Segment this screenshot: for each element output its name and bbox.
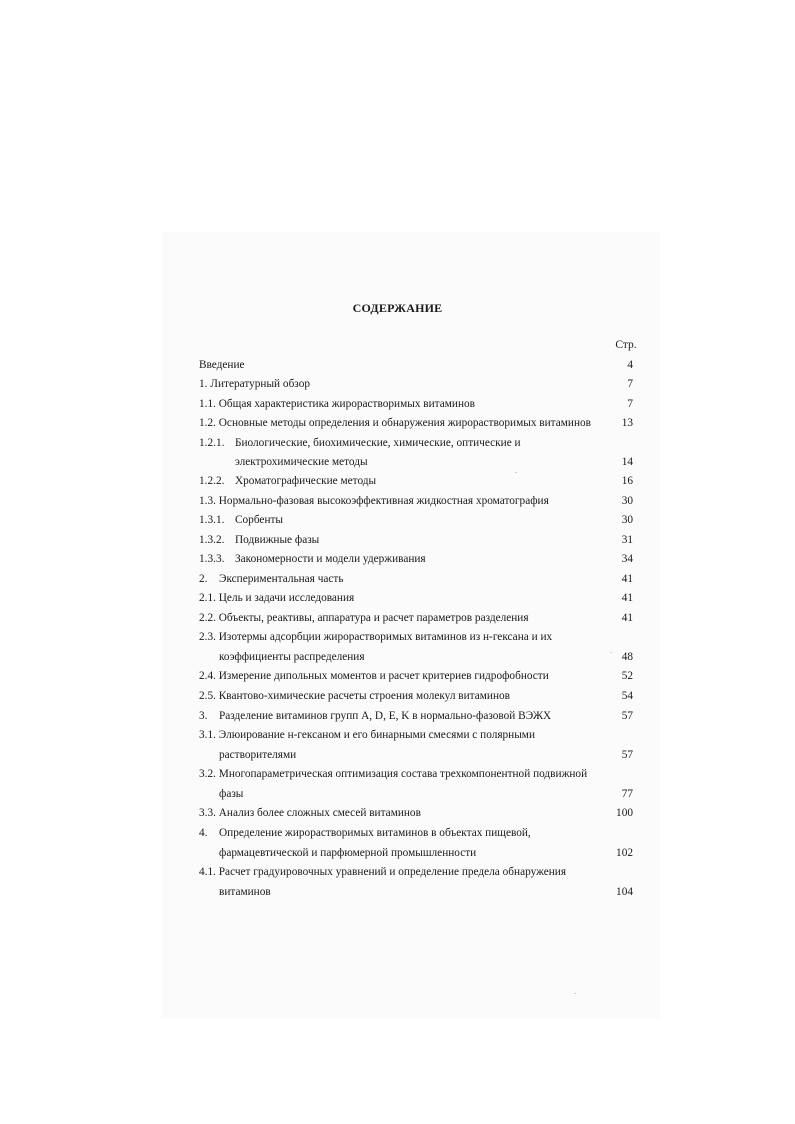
toc-entry-text: 2.3. Изотермы адсорбции жирорастворимых витаминов из н-гексана и их — [199, 631, 553, 643]
toc-entry-text: Подвижные фазы — [235, 534, 320, 546]
toc-entry — [199, 435, 641, 451]
toc-entry-text: Разделение витаминов групп A, D, E, K в нормально-фазовой ВЭЖХ — [219, 710, 552, 722]
toc-entry-page: 30 — [621, 495, 633, 507]
toc-entry-page: 104 — [616, 886, 633, 898]
toc-entry-text: витаминов — [219, 886, 271, 898]
toc-entry — [199, 376, 641, 392]
toc-entry — [199, 571, 641, 587]
toc-entry — [199, 727, 641, 743]
toc-entry — [199, 845, 641, 861]
toc-entry-text: Введение — [199, 359, 245, 371]
toc-entry-text: Закономерности и модели удерживания — [235, 553, 426, 565]
toc-entry-page: 14 — [621, 456, 633, 468]
toc-entry-number: 2. — [199, 573, 208, 585]
toc-entry — [199, 786, 641, 802]
toc-entry-text: коэффициенты распределения — [219, 651, 365, 663]
toc-entry-page: 41 — [621, 612, 633, 624]
toc-entry-text: Экспериментальная часть — [219, 573, 344, 585]
toc-entry-text: 3.2. Многопараметрическая оптимизация состава трехкомпонентной подвижной — [199, 768, 588, 780]
toc-entry — [199, 610, 641, 626]
toc-entry-text: фазы — [219, 788, 244, 800]
toc-entry-number: 1.3.2. — [199, 534, 225, 546]
toc-entry — [199, 590, 641, 606]
toc-entry-text: Сорбенты — [235, 514, 284, 526]
toc-entry-page: 16 — [621, 475, 633, 487]
toc-entry-page: 41 — [621, 592, 633, 604]
toc-entry — [199, 493, 641, 509]
toc-entry-text: электрохимические методы — [235, 456, 368, 468]
toc-entry-text: Хроматографические методы — [235, 475, 377, 487]
toc-entry — [199, 825, 641, 841]
toc-entry-text: 2.2. Объекты, реактивы, аппаратура и расчет параметров разделения — [199, 612, 529, 624]
toc-entry — [199, 396, 641, 412]
toc-entry-text: 2.1. Цель и задачи исследования — [199, 592, 355, 604]
toc-entry-text: растворителями — [219, 749, 297, 761]
toc-entry-page: 57 — [621, 710, 633, 722]
toc-entry — [199, 649, 641, 665]
toc-entry — [199, 551, 641, 567]
toc-entry-text: 2.5. Квантово-химические расчеты строения молекул витаминов — [199, 690, 510, 702]
toc-entry — [199, 454, 641, 470]
toc-entry-number: 1.3.1. — [199, 514, 225, 526]
toc-entry — [199, 668, 641, 684]
toc-entry-page: 7 — [627, 398, 633, 410]
toc-entry-page: 77 — [621, 788, 633, 800]
toc-entry-page: 57 — [621, 749, 633, 761]
toc-entry-text: 1.3. Нормально-фазовая высокоэффективная жидкостная хроматография — [199, 495, 549, 507]
toc-entry — [199, 473, 641, 489]
toc-entry-text: 2.4. Измерение дипольных моментов и расчет критериев гидрофобности — [199, 670, 549, 682]
scan-speck — [574, 993, 576, 994]
toc-entry-number: 1.2.1. — [199, 437, 225, 449]
toc-entry-page: 31 — [621, 534, 633, 546]
toc-entry — [199, 512, 641, 528]
toc-entry-page: 7 — [627, 378, 633, 390]
toc-entry-page: 54 — [621, 690, 633, 702]
toc-entry-text: 1.1. Общая характеристика жирорастворимых витаминов — [199, 398, 475, 410]
toc-entry — [199, 766, 641, 782]
toc-entry-page: 13 — [621, 417, 633, 429]
toc-entry-text: 4.1. Расчет градуировочных уравнений и определение предела обнаружения — [199, 866, 567, 878]
toc-entry — [199, 357, 641, 373]
toc-entry-number: 3. — [199, 710, 208, 722]
toc-entry — [199, 688, 641, 704]
toc-entry-text: фармацевтической и парфюмерной промышленности — [219, 847, 477, 859]
toc-entry — [199, 708, 641, 724]
toc-entry — [199, 884, 641, 900]
toc-entry-page: 41 — [621, 573, 633, 585]
toc-entry-text: 3.3. Анализ более сложных смесей витаминов — [199, 807, 421, 819]
toc-entry-text: Биологические, биохимические, химические, оптические и — [235, 437, 521, 449]
toc-entry-page: 102 — [616, 847, 633, 859]
toc-entry — [199, 864, 641, 880]
toc-entry — [199, 415, 641, 431]
toc-entry-page: 52 — [621, 670, 633, 682]
toc-entry-number: 4. — [199, 827, 208, 839]
toc-entry-text: Определение жирорастворимых витаминов в объектах пищевой, — [219, 827, 531, 839]
toc-entry-page: 100 — [616, 807, 633, 819]
page-column-label: Стр. — [615, 339, 637, 351]
toc-entry-page: 34 — [621, 553, 633, 565]
toc-entry-page: 48 — [621, 651, 633, 663]
toc-entry-page: 4 — [627, 359, 633, 371]
toc-entry — [199, 532, 641, 548]
toc-entry — [199, 747, 641, 763]
toc-heading: СОДЕРЖАНИЕ — [352, 301, 443, 315]
toc-entry-text: 1. Литературный обзор — [199, 378, 311, 390]
toc-entry — [199, 629, 641, 645]
toc-entry-page: 30 — [621, 514, 633, 526]
toc-entry-number: 1.2.2. — [199, 475, 225, 487]
toc-entry-text: 3.1. Элюирование н-гексаном и его бинарными смесями с полярными — [199, 729, 536, 741]
toc-entry-number: 1.3.3. — [199, 553, 225, 565]
toc-entry — [199, 805, 641, 821]
toc-entry-text: 1.2. Основные методы определения и обнаружения жирорастворимых витаминов — [199, 417, 591, 429]
